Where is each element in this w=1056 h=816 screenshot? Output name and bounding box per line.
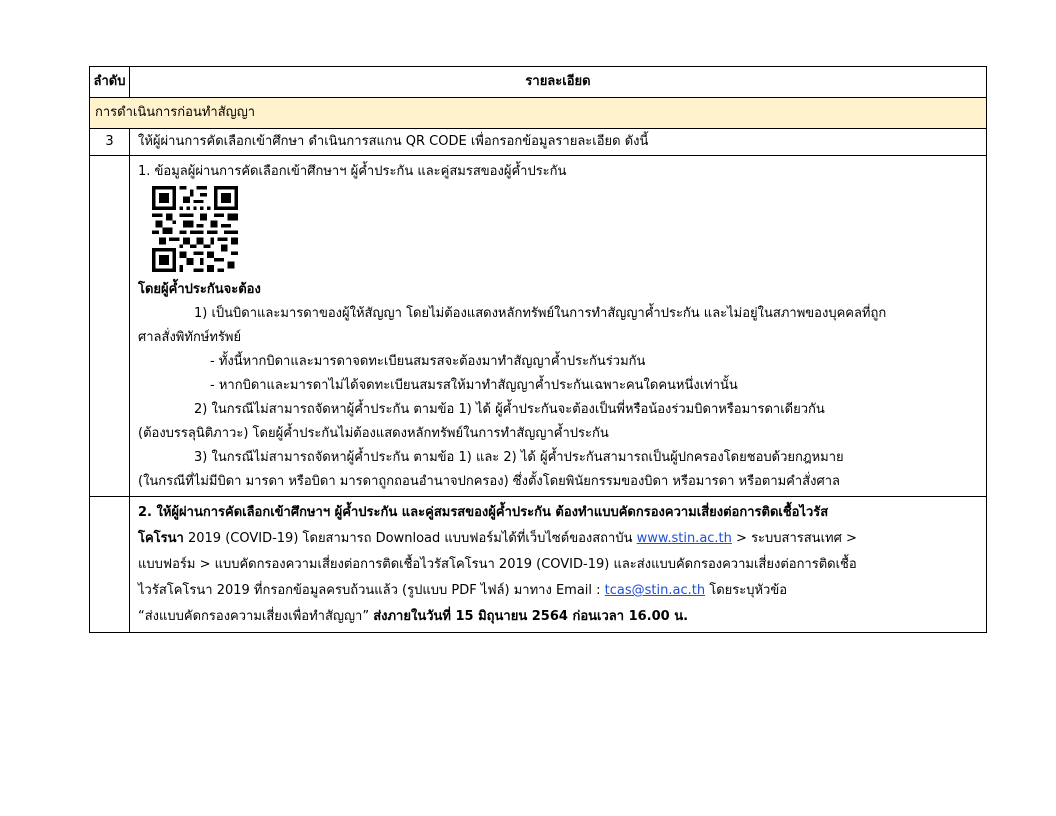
qr-code-icon[interactable] (152, 186, 238, 272)
item2-line1: 2. ให้ผู้ผ่านการคัดเลือกเข้าศึกษาฯ ผู้ค้ำประกัน และคู่สมรสของผู้ค้ำประกัน ต้องทำแบบคัดกรองความเสี่ยงต่อการติดเชื้อไวรัส (138, 505, 829, 520)
table-row (90, 497, 987, 633)
condition2-line1: 2) ในกรณีไม่สามารถจัดหาผู้ค้ำประกัน ตามข้อ 1) ได้ ผู้ค้ำประกันจะต้องเป็นพี่หรือน้องร่วมบิดาหรือมารดาเดียวกัน (194, 402, 825, 417)
header-col-no: ลำดับ (90, 67, 130, 98)
condition3-line2: (ในกรณีที่ไม่มีบิดา มารดา หรือบิดา มารดาถูกถอนอำนาจปกครอง) ซึ่งตั้งโดยพินัยกรรมของบิดา หรือมารดา หรือตามคำสั่งศาล (138, 474, 840, 489)
table-row (90, 129, 987, 156)
condition3-line1: 3) ในกรณีไม่สามารถจัดหาผู้ค้ำประกัน ตามข้อ 1) และ 2) ได้ ผู้ค้ำประกันสามารถเป็นผู้ปกครองโดยชอบด้วยกฎหมาย (194, 450, 844, 465)
empty-cell (90, 497, 130, 633)
website-link[interactable]: www.stin.ac.th (636, 531, 732, 546)
item2-line4-tail: โดยระบุหัวข้อ (705, 583, 788, 598)
condition1-sub1: - ทั้งนี้หากบิดาและมารดาจดทะเบียนสมรสจะต้องมาทำสัญญาค้ำประกันร่วมกัน (210, 354, 646, 369)
header-col-detail: รายละเอียด (130, 67, 987, 98)
deadline-text: ส่งภายในวันที่ 15 มิถุนายน 2564 ก่อนเวลา 16.00 น. (373, 609, 689, 624)
condition1-line2: ศาลสั่งพิทักษ์ทรัพย์ (138, 330, 242, 345)
item2-cell (130, 497, 987, 633)
row-intro: ให้ผู้ผ่านการคัดเลือกเข้าศึกษา ดำเนินการสแกน QR CODE เพื่อกรอกข้อมูลรายละเอียด ดังนี้ (130, 129, 987, 156)
row-number: 3 (90, 129, 130, 156)
email-link[interactable]: tcas@stin.ac.th (604, 583, 706, 598)
empty-cell (90, 156, 130, 497)
document-page (89, 66, 987, 633)
section-row (90, 98, 987, 129)
table-header-row (90, 67, 987, 98)
table-row (90, 156, 987, 497)
item2-line2 (138, 526, 978, 552)
details-table (89, 66, 987, 633)
item2-line4-text: ไวรัสโคโรนา 2019 ที่กรอกข้อมูลครบถ้วนแล้ว (รูปแบบ PDF ไฟล์) มาทาง Email : (138, 583, 605, 598)
condition1-sub2: - หากบิดาและมารดาไม่ได้จดทะเบียนสมรสให้มาทำสัญญาค้ำประกันเฉพาะคนใดคนหนึ่งเท่านั้น (210, 378, 738, 393)
condition1-line1: 1) เป็นบิดาและมารดาของผู้ให้สัญญา โดยไม่ต้องแสดงหลักทรัพย์ในการทำสัญญาค้ำประกัน และไม่อยู่ในสภาพของบุคคลที่ถูก (194, 306, 887, 321)
item2-line5 (138, 604, 978, 630)
item2-line4 (138, 578, 978, 604)
item2-line2-text: 2019 (COVID-19) โดยสามารถ Download แบบฟอร์มได้ที่เว็บไซต์ของสถาบัน (183, 531, 637, 546)
item2-line2-tail: > ระบบสารสนเทศ > (731, 531, 857, 546)
item2-line5-text: “ส่งแบบคัดกรองความเสี่ยงเพื่อทำสัญญา” (138, 609, 374, 624)
guarantor-heading: โดยผู้ค้ำประกันจะต้อง (138, 282, 261, 297)
item1-cell (130, 156, 987, 497)
item2-line2-bold: โคโรนา (138, 531, 184, 546)
section-title: การดำเนินการก่อนทำสัญญา (90, 98, 987, 129)
item1-title: 1. ข้อมูลผู้ผ่านการคัดเลือกเข้าศึกษาฯ ผู้ค้ำประกัน และคู่สมรสของผู้ค้ำประกัน (138, 164, 567, 179)
item2-line3: แบบฟอร์ม > แบบคัดกรองความเสี่ยงต่อการติดเชื้อไวรัสโคโรนา 2019 (COVID-19) และส่งแบบคัดกรองความเสี่ยงต่อการติดเชื้อ (138, 557, 857, 572)
condition2-line2: (ต้องบรรลุนิติภาวะ) โดยผู้ค้ำประกันไม่ต้องแสดงหลักทรัพย์ในการทำสัญญาค้ำประกัน (138, 426, 609, 441)
